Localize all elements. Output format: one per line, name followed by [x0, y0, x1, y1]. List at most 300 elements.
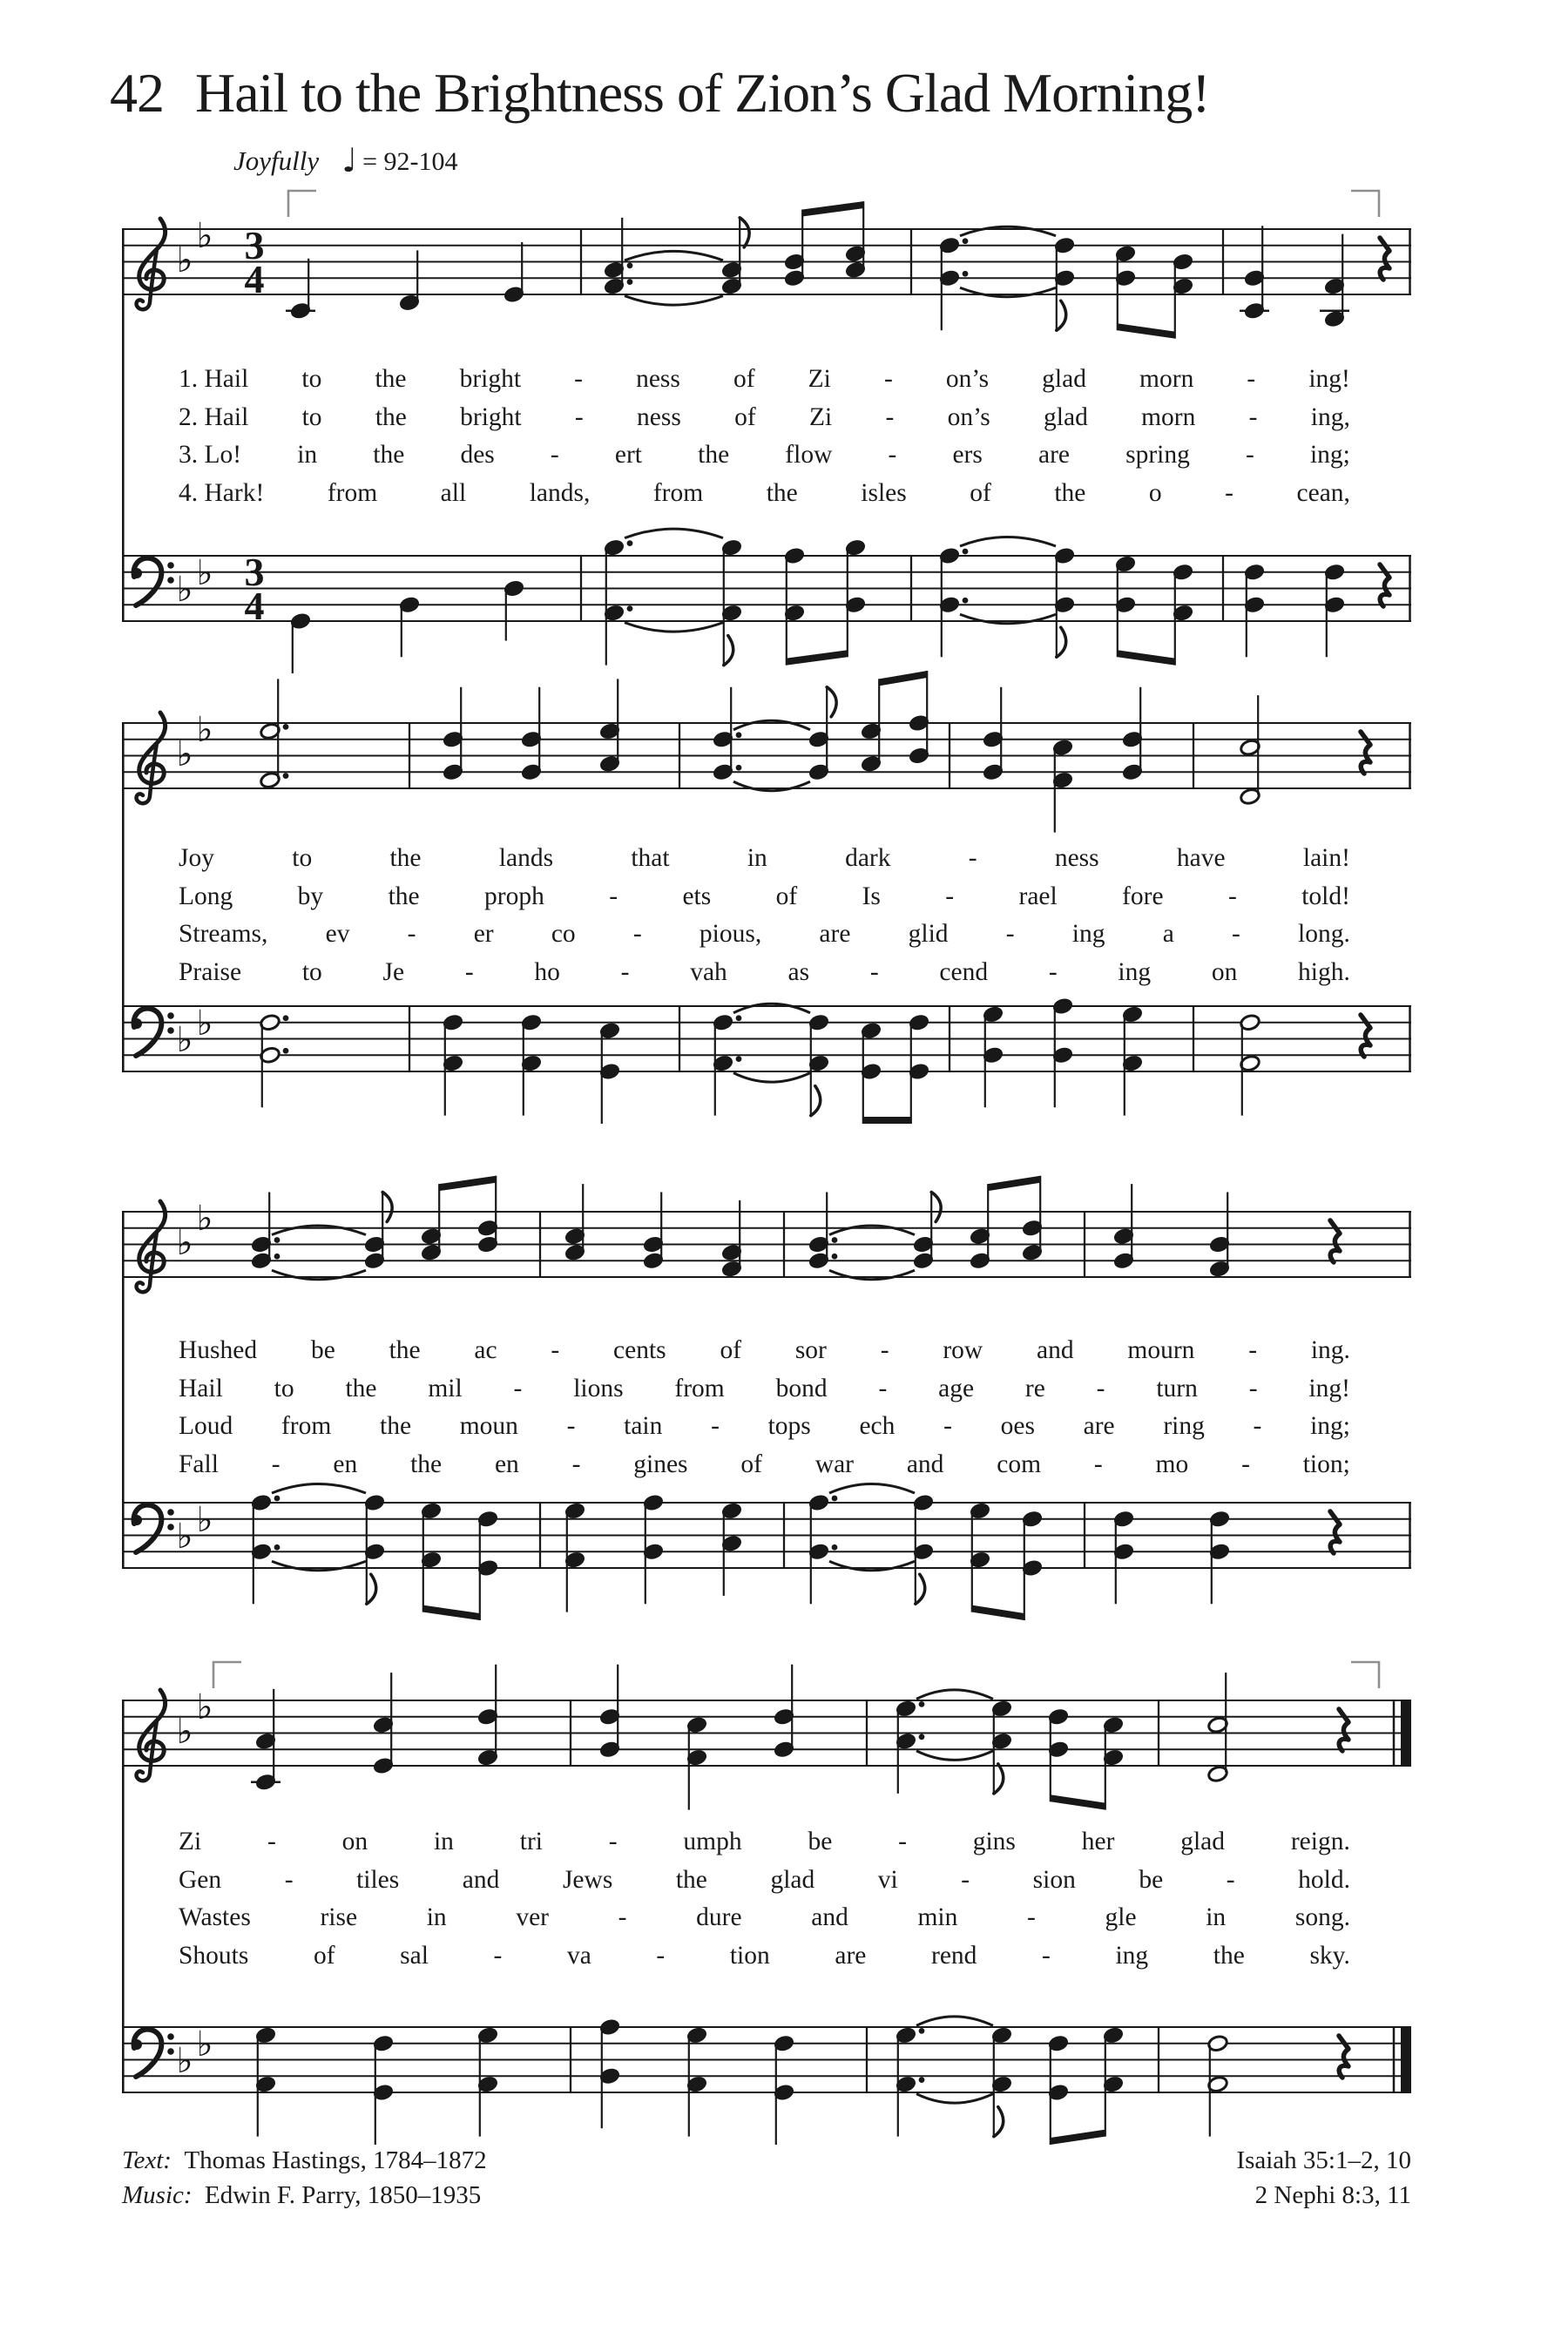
lyric-token: Wastes: [179, 1903, 251, 1931]
note: [983, 687, 1004, 781]
lyric-token: and: [1037, 1336, 1074, 1364]
note: [1122, 687, 1144, 781]
lyric-token: -: [1093, 1450, 1103, 1478]
treble-staff: [122, 1665, 1411, 1810]
lyric-token: to: [292, 844, 313, 872]
note: [784, 547, 806, 666]
lyric-token: glad: [770, 1865, 815, 1894]
lyric-token: ers: [952, 441, 983, 469]
lyric-token: of: [970, 478, 991, 507]
lyric-token: the: [375, 402, 407, 431]
lyric-token: glad: [1042, 365, 1086, 393]
lyric-token: of: [740, 1450, 762, 1478]
lyric-token: to: [274, 1374, 294, 1402]
lyric-token: are: [1037, 441, 1070, 469]
tie: [916, 2094, 993, 2104]
note: [1022, 1176, 1044, 1261]
note: [721, 1502, 743, 1596]
lyric-line: [179, 479, 1350, 517]
lyric-token: Je: [382, 957, 405, 986]
lyric-token: in: [747, 844, 767, 872]
scripture-ref: Isaiah 35:1–2, 10: [1236, 2146, 1411, 2174]
lyric-token: tops: [767, 1412, 811, 1440]
lyric-token: in: [1206, 1903, 1227, 1931]
note: [477, 1510, 499, 1620]
lyric-token: vah: [690, 957, 727, 986]
lyric-line: [179, 1828, 1350, 1866]
lyric-token: oes: [1000, 1412, 1035, 1440]
lyric-token: ech: [859, 1412, 896, 1440]
note: [1115, 555, 1137, 657]
note: [477, 1176, 499, 1254]
lyric-token: Zi: [808, 402, 833, 431]
note: [1113, 1510, 1135, 1604]
verse-block-3: [179, 1336, 1350, 1488]
tie: [829, 1561, 915, 1571]
lyric-token: the: [1054, 478, 1086, 507]
note: [399, 596, 421, 657]
note: [643, 1193, 665, 1270]
note: [364, 1193, 392, 1270]
eighth-flag-icon: [367, 1574, 376, 1604]
bass-clef-icon: [132, 2030, 174, 2077]
lyric-token: have: [1176, 844, 1226, 872]
lyric-token: -: [1246, 441, 1254, 469]
eighth-flag-icon: [994, 1764, 1004, 1794]
lyric-token: sky.: [1309, 1941, 1350, 1970]
verse-block-2: [179, 844, 1350, 996]
note: [721, 538, 743, 665]
tie: [829, 1270, 915, 1280]
lyric-line: [179, 882, 1350, 921]
lyric-token: dark: [845, 844, 891, 872]
bass-clef-icon: [132, 558, 174, 605]
quarter-rest-icon: [1361, 1015, 1370, 1057]
lyric-token: ver: [516, 1903, 550, 1931]
lyric-token: from: [280, 1412, 332, 1440]
lyric-token: tion: [729, 1941, 770, 1970]
lyric-token: to: [301, 957, 322, 986]
lyric-token: glid: [908, 920, 949, 948]
note: [260, 1013, 289, 1107]
lyric-token: be: [310, 1336, 335, 1364]
lyric-token: and: [811, 1903, 848, 1931]
lyric-token: tri: [519, 1828, 543, 1855]
beam: [972, 1605, 1024, 1620]
lyric-token: and: [462, 1865, 500, 1894]
beam: [879, 671, 927, 686]
tempo-expression: Joyfully: [233, 145, 320, 176]
lyric-token: umph: [683, 1828, 742, 1855]
tie: [960, 537, 1056, 547]
flat-icon: ♭: [196, 1199, 213, 1239]
note: [1209, 1510, 1231, 1604]
note: [1113, 1184, 1135, 1269]
lyric-token: vi: [877, 1865, 898, 1894]
tie: [733, 1004, 810, 1013]
lyric-token: are: [1083, 1412, 1115, 1440]
eighth-flag-icon: [994, 2107, 1004, 2137]
lyric-token: -: [1048, 957, 1058, 986]
lyric-token: to: [301, 402, 322, 431]
lyric-token: -: [574, 402, 584, 431]
lyric-token: cean,: [1296, 478, 1350, 507]
lyric-token: Hail: [179, 1374, 223, 1402]
lyric-token: high.: [1298, 957, 1350, 986]
lyric-line: [179, 365, 1350, 403]
beam: [802, 201, 863, 216]
note: [1209, 1193, 1231, 1278]
lyric-token: from: [327, 478, 378, 507]
lyric-token: row: [943, 1336, 983, 1364]
lyric-token: -: [1247, 365, 1256, 393]
note: [599, 1665, 621, 1759]
lyric-token: the: [345, 1374, 377, 1402]
lyric-token: -: [888, 441, 897, 469]
note: [1320, 234, 1349, 328]
note: [939, 547, 969, 658]
note: [713, 687, 742, 781]
lyric-token: ness: [1054, 844, 1099, 872]
note: [1052, 739, 1074, 833]
lyric-token: ing: [1118, 957, 1152, 986]
beam: [1051, 2130, 1105, 2145]
bass-clef-icon: [132, 1505, 174, 1552]
treble-clef-icon: [137, 713, 166, 803]
tie: [733, 1073, 810, 1083]
note: [808, 1013, 830, 1115]
note: [861, 1022, 882, 1124]
lyric-token: ness: [636, 365, 680, 393]
lyric-token: 4. Hark!: [179, 478, 265, 507]
lyric-token: by: [297, 882, 324, 910]
note: [251, 1689, 280, 1791]
lyric-token: lands: [498, 844, 554, 872]
text-credit-label: Text:: [122, 2146, 172, 2174]
lyric-token: -: [550, 441, 559, 469]
note: [784, 210, 806, 287]
scripture-references: [1236, 2143, 1411, 2213]
note: [251, 1494, 280, 1605]
lyric-token: of: [775, 882, 798, 910]
note: [504, 579, 525, 640]
note: [364, 1494, 386, 1605]
verse-block-1: [179, 365, 1350, 517]
lyric-token: -: [1248, 402, 1258, 431]
beam: [1051, 1794, 1105, 1809]
note: [1048, 2034, 1070, 2145]
lyric-token: ing!: [1308, 1374, 1350, 1402]
flat-icon: ♭: [176, 1020, 193, 1060]
flat-icon: ♭: [176, 240, 193, 280]
flat-icon: ♭: [196, 216, 213, 256]
note: [909, 671, 930, 765]
lyric-line: [179, 1942, 1350, 1980]
lyric-token: ing!: [1308, 365, 1350, 393]
note: [970, 1184, 991, 1269]
note: [774, 1665, 795, 1759]
note: [1173, 563, 1194, 665]
lyric-token: Fall: [179, 1450, 219, 1478]
lyric-token: en: [333, 1450, 358, 1478]
note: [599, 679, 621, 773]
flat-icon: ♭: [196, 1004, 213, 1044]
lyric-token: ing: [1071, 920, 1105, 948]
lyric-token: -: [608, 1828, 618, 1855]
treble-clef-icon: [137, 219, 166, 309]
time-signature: [245, 550, 265, 628]
lyric-token: from: [652, 478, 704, 507]
lyric-token: Is: [862, 882, 881, 910]
lyric-token: -: [574, 365, 583, 393]
lyric-token: 1. Hail: [179, 365, 249, 393]
verse-block-4: [179, 1828, 1350, 1979]
treble-staff: [122, 671, 1411, 833]
treble-staff: [122, 201, 1411, 339]
lyric-token: lain!: [1302, 844, 1350, 872]
note: [1244, 563, 1266, 657]
lyric-token: hold.: [1298, 1865, 1350, 1894]
lyric-token: -: [609, 882, 618, 910]
lyric-token: -: [551, 1336, 560, 1364]
note: [604, 538, 633, 665]
note: [1240, 226, 1269, 320]
quarter-rest-icon: [1380, 238, 1389, 280]
lyric-token: flow: [785, 441, 833, 469]
lyric-token: -: [1027, 1903, 1036, 1931]
lyric-token: Jews: [562, 1865, 613, 1894]
lyric-token: bond: [775, 1374, 828, 1402]
lyric-token: ert: [614, 441, 642, 469]
tie: [625, 623, 723, 632]
lyric-token: sor: [794, 1336, 827, 1364]
tie: [829, 1226, 915, 1235]
tie: [272, 1270, 366, 1280]
lyric-token: the: [1213, 1941, 1245, 1970]
lyric-token: -: [885, 402, 895, 431]
lyric-token: com: [997, 1450, 1042, 1478]
lyric-token: -: [1228, 882, 1237, 910]
final-barline: [1401, 2027, 1411, 2092]
svg-text:4: 4: [244, 257, 265, 301]
lyric-token: tiles: [356, 1865, 400, 1894]
lyric-token: -: [620, 957, 630, 986]
eighth-flag-icon: [916, 1574, 925, 1604]
note: [1115, 245, 1137, 330]
lyric-token: rise: [320, 1903, 358, 1931]
lyric-line: [179, 958, 1350, 997]
note: [373, 1673, 395, 1774]
lyric-token: ing;: [1310, 1412, 1350, 1440]
final-barline: [1401, 1700, 1411, 1766]
lyric-line: [179, 1450, 1350, 1489]
lyric-line: [179, 403, 1350, 442]
hymn-number: 42: [110, 62, 164, 124]
lyric-token: -: [1253, 1412, 1262, 1440]
music-credit-label: Music:: [122, 2181, 193, 2209]
eighth-flag-icon: [1057, 301, 1066, 330]
lyric-token: as: [787, 957, 810, 986]
lyric-token: the: [675, 1865, 707, 1894]
lyric-token: tion;: [1302, 1450, 1350, 1478]
lyric-token: ac: [474, 1336, 497, 1364]
corner-bracket-icon: [288, 191, 316, 217]
tie: [272, 1561, 366, 1571]
tie: [733, 720, 810, 730]
lyric-token: -: [464, 957, 474, 986]
lyric-token: Joy: [179, 844, 214, 872]
bass-staff: [122, 1484, 1411, 1621]
lyric-token: glad: [1180, 1828, 1226, 1855]
beam: [1118, 323, 1175, 338]
treble-clef-icon: [137, 1201, 166, 1292]
note: [286, 259, 315, 320]
flat-icon: ♭: [196, 2024, 213, 2065]
lyric-token: a: [1162, 920, 1174, 948]
lyric-token: -: [1225, 478, 1233, 507]
lyric-line: [179, 920, 1350, 958]
flat-icon: ♭: [176, 570, 193, 610]
tie: [960, 614, 1056, 624]
lyric-token: -: [493, 1941, 503, 1970]
lyric-token: the: [375, 365, 407, 393]
lyric-token: are: [819, 920, 851, 948]
lyric-token: mourn: [1127, 1336, 1195, 1364]
lyric-token: -: [618, 1903, 627, 1931]
lyric-token: Praise: [179, 957, 242, 986]
lyric-token: told!: [1301, 882, 1350, 910]
lyric-token: to: [301, 365, 322, 393]
credits-left: [122, 2143, 487, 2213]
lyric-line: [179, 844, 1350, 882]
lyric-token: of: [720, 1336, 742, 1364]
music-credit-value: Edwin F. Parry, 1850–1935: [205, 2181, 482, 2209]
note: [909, 1013, 930, 1124]
note: [713, 1013, 742, 1115]
tie: [916, 1690, 993, 1700]
lyric-token: 2. Hail: [179, 402, 249, 431]
lyric-token: be: [1139, 1865, 1164, 1894]
lyric-token: -: [880, 1336, 889, 1364]
lyric-token: Hushed: [179, 1336, 258, 1364]
note: [808, 687, 836, 781]
lyric-token: mo: [1155, 1450, 1189, 1478]
tie: [625, 296, 723, 306]
tie: [733, 781, 810, 791]
lyric-token: -: [571, 1450, 581, 1478]
lyric-token: -: [271, 1450, 280, 1478]
lyric-token: the: [410, 1450, 443, 1478]
lyric-token: -: [566, 1412, 576, 1440]
lyric-token: proph: [484, 882, 544, 910]
note: [1103, 1716, 1125, 1810]
lyric-token: -: [1231, 920, 1240, 948]
flat-icon: ♭: [196, 553, 213, 593]
lyric-token: spring: [1125, 441, 1190, 469]
treble-staff: [122, 1176, 1411, 1292]
lyric-token: moun: [459, 1412, 518, 1440]
lyric-token: -: [1248, 1374, 1258, 1402]
lyric-token: Long: [179, 882, 233, 910]
lyric-token: er: [473, 920, 494, 948]
lyric-token: bright: [460, 402, 522, 431]
lyric-token: rend: [931, 1941, 977, 1970]
scripture-ref: 2 Nephi 8:3, 11: [1254, 2181, 1411, 2209]
lyric-token: morn: [1139, 365, 1194, 393]
tie: [272, 1226, 366, 1235]
eighth-flag-icon: [811, 1086, 821, 1116]
text-credit-value: Thomas Hastings, 1784–1872: [184, 2146, 487, 2174]
lyric-token: age: [938, 1374, 975, 1402]
lyric-token: -: [1248, 1336, 1258, 1364]
lyric-token: -: [961, 1865, 970, 1894]
note: [913, 1193, 941, 1270]
lyric-token: min: [917, 1903, 958, 1931]
lyric-token: long.: [1298, 920, 1350, 948]
note: [373, 2034, 395, 2145]
lyric-token: -: [407, 920, 416, 948]
lyric-token: -: [632, 920, 642, 948]
note: [521, 687, 543, 781]
bass-staff: [122, 997, 1411, 1124]
note: [564, 1184, 586, 1261]
flat-icon: ♭: [176, 1517, 193, 1557]
lyric-token: ing: [1115, 1941, 1149, 1970]
lyric-token: mil: [428, 1374, 463, 1402]
beam: [423, 1605, 480, 1620]
lyric-token: en: [494, 1450, 519, 1478]
note: [1207, 2034, 1229, 2136]
quarter-note-icon: ♩: [341, 141, 358, 179]
page-title: Hail to the Brightness of Zion’s Glad Morning!: [195, 62, 1210, 124]
lyric-token: war: [814, 1450, 855, 1478]
lyric-token: her: [1081, 1828, 1115, 1855]
note: [983, 1005, 1004, 1107]
lyric-token: bright: [459, 365, 522, 393]
note: [599, 2018, 621, 2129]
music-credit: [122, 2178, 487, 2213]
eighth-flag-icon: [931, 1193, 941, 1222]
note: [251, 1193, 280, 1270]
lyric-token: that: [631, 844, 670, 872]
svg-text:4: 4: [244, 584, 265, 628]
note: [913, 1494, 935, 1605]
bass-staff: [122, 2017, 1411, 2145]
lyric-token: ets: [682, 882, 712, 910]
corner-bracket-icon: [213, 1662, 241, 1688]
flat-icon: ♭: [196, 1500, 213, 1540]
note: [443, 687, 464, 781]
note: [774, 2034, 795, 2145]
lyric-token: all: [440, 478, 467, 507]
lyric-token: -: [869, 957, 879, 986]
note: [521, 1013, 543, 1115]
lyric-token: gle: [1105, 1903, 1137, 1931]
flat-icon: ♭: [176, 734, 193, 774]
lyric-token: on: [1211, 957, 1238, 986]
lyric-token: -: [898, 1828, 907, 1855]
lyric-token: the: [388, 882, 420, 910]
lyric-token: -: [1226, 1865, 1235, 1894]
lyric-token: Shouts: [179, 1941, 249, 1970]
flat-icon: ♭: [176, 1223, 193, 1263]
lyric-token: from: [674, 1374, 725, 1402]
quarter-rest-icon: [1339, 1709, 1348, 1751]
lyric-token: lions: [573, 1374, 624, 1402]
lyric-token: Zi: [808, 365, 831, 393]
corner-bracket-icon: [1351, 191, 1379, 217]
lyric-token: are: [835, 1941, 867, 1970]
